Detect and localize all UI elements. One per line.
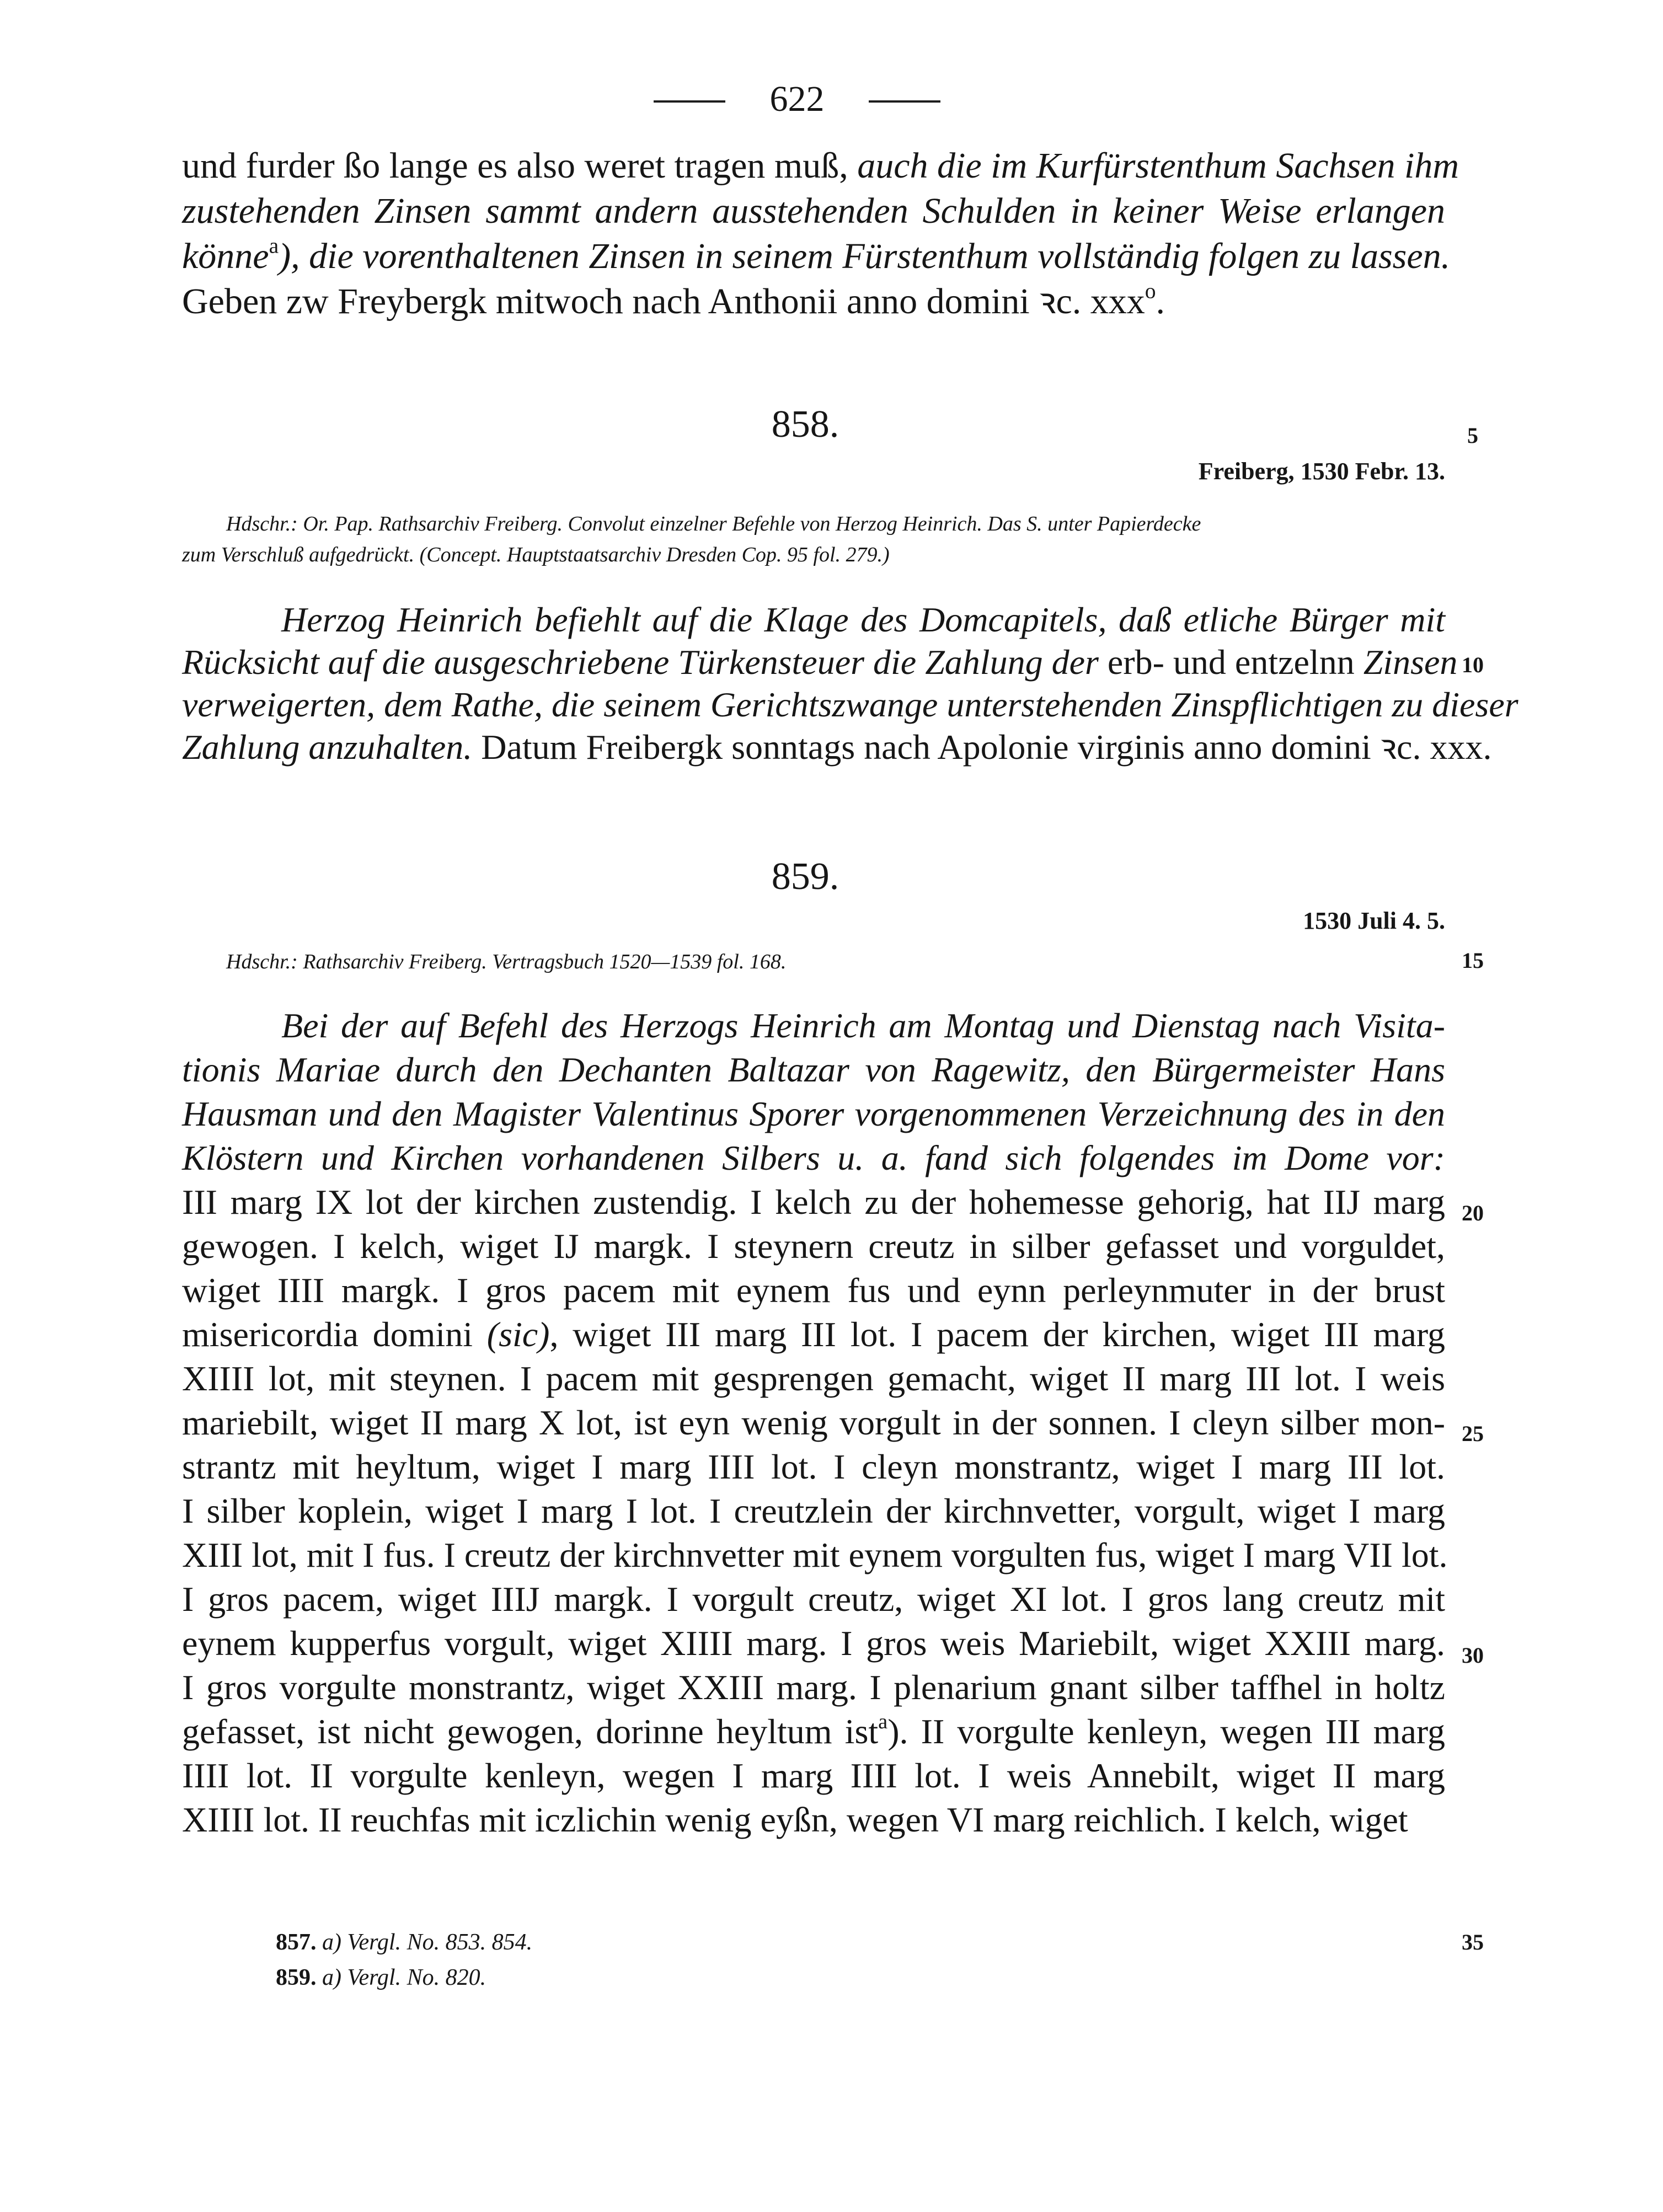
text-segment: eynem kupperfus vorgult, wiget XIIII marg. I gros weis Mariebilt, wiget XXIII marg. [182,1624,1445,1663]
text-line [182,1710,1445,1754]
text-segment: I silber koplein, wiget I marg I lot. I creutzlein der kirchnvetter, vorgult, wiget I marg [182,1491,1445,1530]
text-segment: Rücksicht auf die ausgeschriebene Türkensteuer die Zahlung der [182,642,1108,682]
text-segment: Zinsen [1363,642,1458,682]
text-line [182,1313,1445,1357]
text-segment: I gros vorgulte monstrantz, wiget XXIII marg. I plenarium gnant silber taffhel in holtz [182,1668,1445,1707]
footnote-number: 857. [276,1930,317,1955]
text-segment: ). II vorgulte kenleyn, wegen III marg [887,1712,1446,1751]
margin-line-number: 5 [1467,423,1478,448]
continuation-text [182,143,1459,324]
text-line [182,1224,1445,1268]
text-segment: , wiget III marg III lot. I pacem der kirchen, wiget III marg [549,1315,1446,1354]
margin-line-number: 30 [1462,1643,1484,1668]
text-line [182,1489,1445,1533]
text-segment: XIIII lot. II reuchfas mit iczlichin wenig eyßn, wegen VI marg reichlich. I kelch, wiget [182,1800,1408,1839]
text-segment: Geben zw Freybergk mitwoch nach Anthonii anno domini ꝛc. xxx [182,281,1145,322]
text-line [182,1665,1445,1710]
text-line [182,1445,1445,1489]
header-rule-left [654,100,725,103]
text-segment: (sic) [486,1315,550,1354]
footnote-marker: a [269,233,279,258]
text-line [182,1092,1445,1136]
footnote-marker: a [878,1710,888,1734]
footnote-number: 859. [276,1965,317,1990]
text-line [182,1048,1445,1092]
document-858-source [182,508,1445,570]
header-rule-right [869,100,940,103]
margin-line-number: 35 [1462,1930,1484,1954]
text-line [182,1180,1445,1224]
text-segment: zustehenden Zinsen sammt andern ausstehenden Schulden in keiner Weise erlangen [182,191,1445,231]
margin-line-number: 15 [1462,948,1484,973]
page-number: 622 [769,79,825,119]
text-segment: . [1156,281,1165,322]
text-line [182,1268,1445,1313]
text-segment: IIII lot. II vorgulte kenleyn, wegen I marg IIII lot. I weis Annebilt, wiget II marg [182,1756,1445,1795]
footnote-text: a) Vergl. No. 820. [322,1965,486,1990]
text-segment: misericordia domini [182,1315,487,1354]
document-859-date: 1530 Juli 4. 5. [1303,907,1445,934]
document-858-date: Freiberg, 1530 Febr. 13. [1198,458,1445,485]
text-line [182,598,1445,641]
text-segment: gefasset, ist nicht gewogen, dorinne heyltum ist [182,1712,879,1751]
footnote [276,1925,1158,1960]
text-segment: mariebilt, wiget II marg X lot, ist eyn wenig vorgult in der sonnen. I cleyn silber mon- [182,1403,1445,1442]
text-segment: und furder ßo lange es also weret tragen muß, [182,146,858,186]
text-segment: auch die im Kurfürstenthum Sachsen ihm [857,146,1459,186]
text-segment: wiget IIII margk. I gros pacem mit eynem fus und eynn perleynmuter in der brust [182,1271,1445,1310]
text-segment: XIIII lot, mit steynen. I pacem mit gesprengen gemacht, wiget II marg III lot. I weis [182,1359,1445,1398]
document-858-number: 858. [771,403,839,446]
text-line [182,1577,1445,1621]
text-line [182,726,1492,768]
text-segment: Herzog Heinrich befiehlt auf die Klage des Domcapitels, daß etliche Bürger mit [281,600,1445,639]
text-line [182,189,1445,234]
text-segment: I gros pacem, wiget IIIJ margk. I vorgult creutz, wiget XI lot. I gros lang creutz mit [182,1579,1445,1619]
text-line [182,1357,1445,1401]
text-line [182,279,1445,324]
footnote-marker: o [1145,278,1156,303]
text-segment: verweigerten, dem Rathe, die seinem Gerichtszwange unterstehenden Zinspflichtigen zu dieser [182,685,1518,724]
text-line [182,1621,1445,1665]
footnotes [276,1925,1158,1995]
footnote-text: a) Vergl. No. 853. 854. [322,1930,533,1955]
text-segment: Klöstern und Kirchen vorhandenen Silbers u. a. fand sich folgendes im Dome vor: [182,1138,1445,1177]
text-segment: III marg IX lot der kirchen zustendig. I kelch zu der hohemesse gehorig, hat IIJ marg [182,1182,1445,1222]
text-line [182,1401,1445,1445]
source-line: zum Verschluß aufgedrückt. (Concept. Hauptstaatsarchiv Dresden Cop. 95 fol. 279.) [182,543,890,566]
text-segment: ), die vorenthaltenen Zinsen in seinem Fürstenthum vollständig folgen zu lassen. [279,236,1451,276]
source-line: Hdschr.: Or. Pap. Rathsarchiv Freiberg. Convolut einzelner Befehle von Herzog Heinrich. Das S. unter Papierdecke [226,512,1201,535]
margin-line-number: 25 [1462,1421,1484,1446]
text-line [182,683,1518,726]
text-line [182,1136,1445,1180]
margin-line-number: 10 [1462,652,1484,677]
text-segment: Hausman und den Magister Valentinus Sporer vorgenommenen Verzeichnung des in den [182,1094,1445,1133]
text-segment: Zahlung anzuhalten. [182,727,473,767]
text-segment: gewogen. I kelch, wiget IJ margk. I steynern creutz in silber gefasset und vorguldet, [182,1226,1445,1266]
text-line [182,143,1459,189]
source-line: Hdschr.: Rathsarchiv Freiberg. Vertragsbuch 1520—1539 fol. 168. [226,950,787,973]
page-header [654,77,940,121]
margin-line-number: 20 [1462,1201,1484,1225]
text-segment: könne [182,236,269,276]
text-line [182,1798,1445,1842]
text-segment: XIII lot, mit I fus. I creutz der kirchnvetter mit eynem vorgulten fus, wiget I marg VII lot. [182,1535,1448,1574]
text-segment: erb- und entzelnn [1107,642,1363,682]
text-line [182,1533,1448,1577]
text-segment: Datum Freibergk sonntags nach Apolonie virginis anno domini ꝛc. xxx. [472,727,1492,767]
footnote [276,1960,1158,1995]
text-segment: Bei der auf Befehl des Herzogs Heinrich am Montag und Dienstag nach Visita- [281,1006,1445,1045]
document-859-number: 859. [771,855,839,898]
text-line [182,641,1458,683]
document-859-source [182,946,1445,977]
text-line [182,1754,1445,1798]
document-859-text [182,1004,1448,1842]
text-segment: strantz mit heyltum, wiget I marg IIII lot. I cleyn monstrantz, wiget I marg III lot. [182,1447,1445,1486]
text-line [182,233,1451,279]
text-segment: tionis Mariae durch den Dechanten Baltazar von Ragewitz, den Bürgermeister Hans [182,1050,1445,1089]
text-line [182,1004,1445,1048]
